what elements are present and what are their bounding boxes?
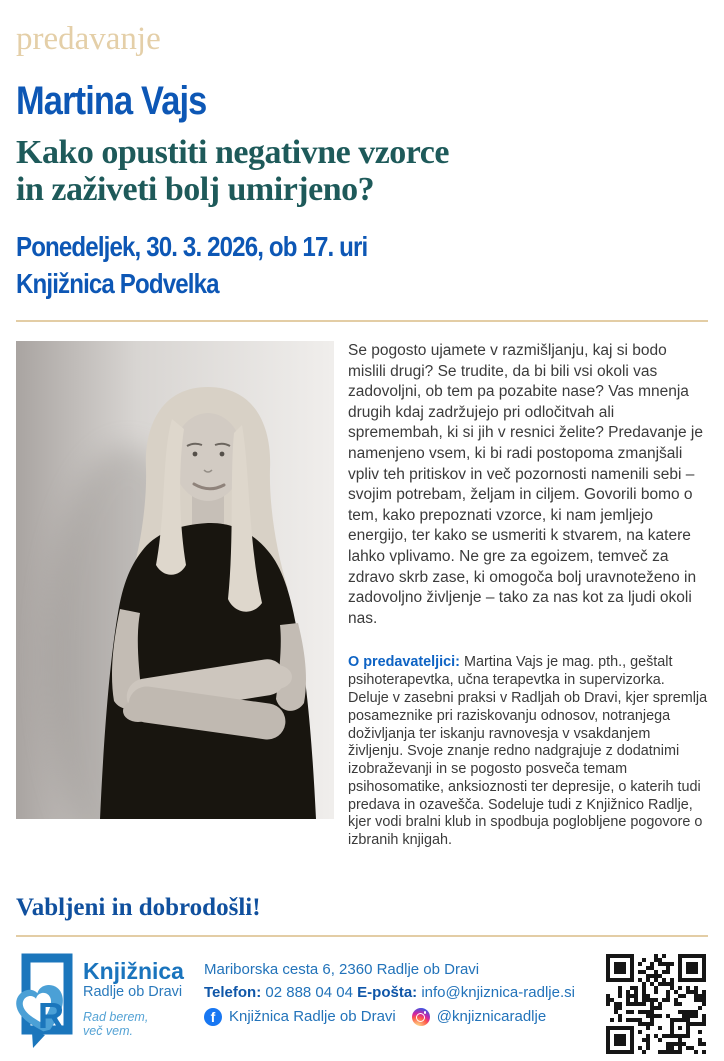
event-title-line-1: Kako opustiti negativne vzorce <box>16 134 449 171</box>
social-line <box>204 1006 596 1029</box>
about-paragraph <box>348 654 708 850</box>
about-label: O predavateljici: <box>348 654 464 671</box>
intro-paragraph: Se pogosto ujamete v razmišljanju, kaj si bodo mislili drugi? Se trudite, da bi bili vsi okoli vas zadovoljni, ob tem pa pozabite nase? Vas mnenja drugih kdaj zadržujejo pri odločitvah ali spremembah, ki si jih v resnici želite? Predavanje je namenjeno vsem, ki bi radi postopoma zmanjšali vpliv teh pritiskov in več pozornosti namenili sebi – svojim potrebam, željam in ciljem. Govorili bomo o tem, kako prepoznati vzorce, ki nam jemljejo energijo, ter kako se usmeriti k stvarem, na katere lahko vplivamo. Ne gre za egoizem, temveč za zdravo skrb zase, ki omogoča bolj uravnoteženo in zadovoljno življenje – tako za nas kot za ljudi okoli nas. <box>348 342 703 627</box>
main-content <box>16 341 708 850</box>
address-line: Mariborska cesta 6, 2360 Radlje ob Dravi <box>204 961 480 979</box>
divider-top <box>16 320 708 322</box>
library-logo-mark <box>16 952 74 1052</box>
logo-monogram: R <box>38 995 64 1037</box>
phone-label: Telefon: <box>204 983 266 1001</box>
event-datetime: Ponedeljek, 30. 3. 2026, ob 17. uri <box>16 231 368 262</box>
divider-bottom <box>16 935 708 937</box>
logo-library-name: Knjižnica <box>83 958 184 985</box>
facebook-handle: Knjižnica Radlje ob Dravi <box>229 1008 396 1026</box>
instagram-handle: @knjiznicaradlje <box>436 1008 547 1026</box>
logo-library-place: Radlje ob Dravi <box>83 984 183 1001</box>
logo-tagline-line-1: Rad berem, <box>83 1010 149 1025</box>
qr-code-container <box>604 952 708 1061</box>
phone-email-line <box>204 982 596 1005</box>
instagram-icon-dot <box>424 1011 427 1014</box>
event-title <box>16 134 708 208</box>
speaker-name <box>16 80 708 122</box>
speaker-photo <box>16 341 334 819</box>
instagram-icon-ring <box>416 1013 425 1022</box>
event-venue: Knjižnica Podvelka <box>16 268 219 299</box>
library-logo <box>16 952 204 1052</box>
event-title-line-2: in zaživeti bolj umirjeno? <box>16 171 375 208</box>
footer <box>16 952 708 1061</box>
body-copy <box>348 341 708 850</box>
facebook-icon-glyph: f <box>210 1009 216 1026</box>
contact-block <box>204 952 596 1029</box>
closing-message: Vabljeni in dobrodošli! <box>16 894 261 922</box>
qr-code <box>604 952 708 1056</box>
event-type-label: predavanje <box>16 21 161 57</box>
event-when-where <box>16 228 708 302</box>
email-value: info@knjiznica-radlje.si <box>421 983 575 1001</box>
flyer <box>0 20 724 1061</box>
speaker-name-text: Martina Vajs <box>16 79 207 123</box>
phone-value: 02 888 04 04 <box>265 983 353 1001</box>
logo-text <box>83 952 184 1052</box>
logo-tagline-line-2: več vem. <box>83 1023 134 1038</box>
email-label: E-pošta: <box>352 983 422 1001</box>
about-text: Martina Vajs je mag. pth., geštalt psihoterapevtka, učna terapevtka in supervizorka. Deluje v zasebni praksi v Radljah ob Dravi, kjer spremlja posameznike pri raziskovanju odnosov, notranjega doživljanja ter iskanju ravnovesja v vsakdanjem življenju. Svoje znanje redno nadgrajuje z dodatnimi izobraževanji in se pogosto posveča temam psihosomatike, anksioznosti ter depresije, o katerih tudi predava in ozavešča. Sodeluje tudi z Knjižnico Radlje, kjer vodi bralni klub in spodbuja poglobljene pogovore o izbranih knjigah. <box>348 654 708 849</box>
logo-tagline <box>83 1011 184 1038</box>
